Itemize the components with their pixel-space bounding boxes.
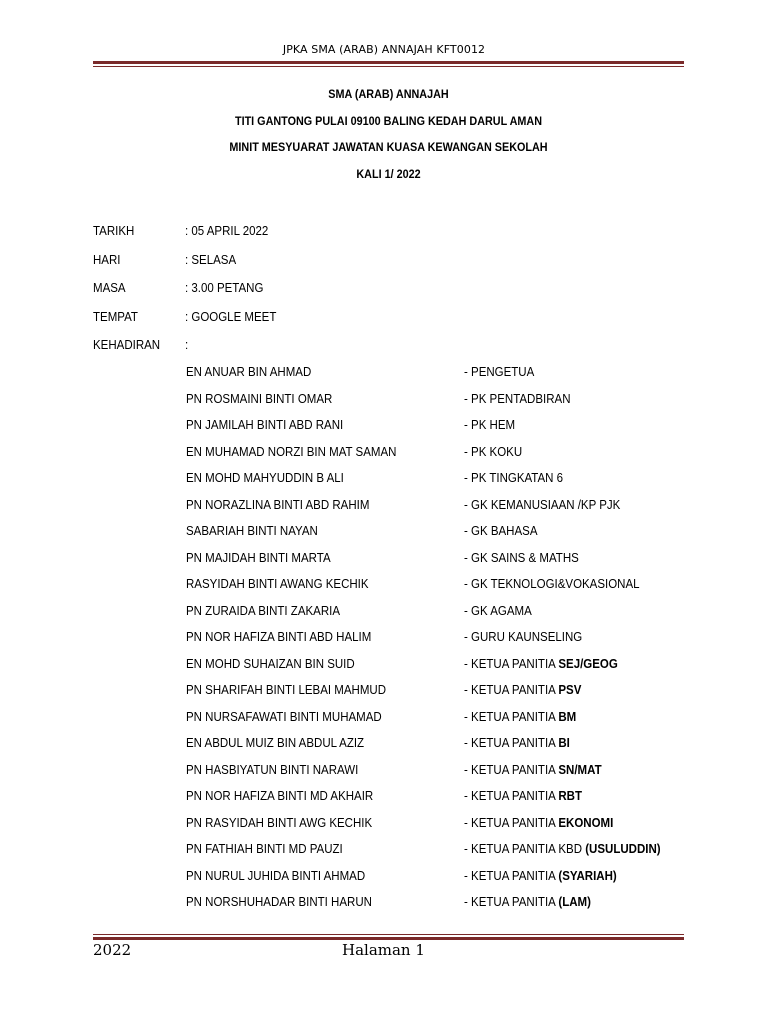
attendee-role-subject: BM [558, 709, 577, 724]
meta-value: : 05 APRIL 2022 [185, 224, 269, 238]
attendee-name: PN RASYIDAH BINTI AWG KECHIK [186, 815, 373, 830]
meta-key: MASA [93, 281, 126, 296]
attendee-row [186, 444, 686, 471]
meta-row-place [93, 309, 684, 338]
attendee-role [464, 682, 581, 699]
attendee-row [186, 364, 686, 391]
attendee-role-text: - KETUA PANITIA [464, 683, 559, 697]
attendee-role-subject: RBT [558, 789, 583, 803]
attendee-role [464, 391, 571, 408]
attendee-role [464, 656, 618, 673]
attendee-row [186, 550, 686, 577]
attendee-row [186, 656, 686, 683]
attendee-role [464, 497, 620, 514]
attendee-role-text: - KETUA PANITIA [464, 789, 559, 803]
meta-key: KEHADIRAN [93, 338, 161, 353]
attendee-role-text: - KETUA PANITIA [464, 656, 559, 671]
attendee-row [186, 629, 686, 656]
attendee-role [464, 735, 570, 752]
attendee-role-text: - GK KEMANUSIAAN /KP PJK [464, 497, 621, 512]
meeting-number: KALI 1/ 2022 [356, 166, 421, 181]
attendee-role [464, 550, 579, 567]
attendee-role-text: - GK BAHASA [464, 524, 538, 538]
attendee-name: PN MAJIDAH BINTI MARTA [186, 550, 331, 565]
attendee-role-text: - KETUA PANITIA KBD [464, 842, 586, 856]
attendee-name: EN ABDUL MUIZ BIN ABDUL AZIZ [186, 736, 365, 750]
attendee-role-text: - GK SAINS & MATHS [464, 550, 579, 565]
attendee-role-text: - KETUA PANITIA [464, 868, 559, 883]
attendee-row [186, 735, 686, 762]
attendee-name: PN NOR HAFIZA BINTI ABD HALIM [186, 630, 372, 644]
footer-divider [93, 934, 684, 940]
attendee-name: SABARIAH BINTI NAYAN [186, 524, 318, 538]
attendee-row [186, 709, 686, 736]
attendee-row [186, 868, 686, 895]
attendee-role-subject: SN/MAT [558, 762, 602, 777]
attendee-row [186, 841, 686, 868]
attendee-name: PN NURSAFAWATI BINTI MUHAMAD [186, 709, 382, 724]
attendee-role [464, 868, 617, 885]
attendee-role-text: - PK HEM [464, 418, 516, 432]
attendee-role-text: - PK KOKU [464, 444, 523, 459]
attendee-role-subject: SEJ/GEOG [558, 656, 618, 671]
attendee-row [186, 603, 686, 630]
attendee-role [464, 603, 532, 620]
attendee-name: PN NURUL JUHIDA BINTI AHMAD [186, 868, 366, 883]
attendee-list [186, 364, 686, 921]
attendee-role-text: - GK AGAMA [464, 603, 532, 618]
attendee-role [464, 894, 591, 911]
attendee-role-subject: (USULUDDIN) [585, 842, 661, 856]
meta-row-date [93, 223, 684, 252]
attendee-row [186, 417, 686, 444]
attendee-name: PN SHARIFAH BINTI LEBAI MAHMUD [186, 683, 387, 697]
attendee-role-text: - KETUA PANITIA [464, 736, 559, 750]
attendee-row [186, 894, 686, 921]
attendee-name: EN ANUAR BIN AHMAD [186, 365, 312, 379]
meta-value: : 3.00 PETANG [185, 281, 264, 296]
meta-value: : GOOGLE MEET [185, 309, 277, 324]
attendee-role [464, 841, 661, 858]
attendee-role-subject: PSV [558, 683, 582, 697]
attendee-role [464, 523, 537, 540]
attendee-name: RASYIDAH BINTI AWANG KECHIK [186, 577, 369, 591]
attendee-row [186, 682, 686, 709]
attendee-role-text: - GK TEKNOLOGI&VOKASIONAL [464, 577, 640, 591]
attendee-role [464, 762, 602, 779]
attendee-role-text: - KETUA PANITIA [464, 815, 559, 830]
attendee-name: PN FATHIAH BINTI MD PAUZI [186, 842, 343, 856]
meeting-details [93, 223, 684, 366]
page-number: Halaman 1 [342, 941, 425, 959]
attendee-name: PN ROSMAINI BINTI OMAR [186, 391, 333, 406]
attendee-row [186, 762, 686, 789]
meta-row-attendance [93, 337, 684, 366]
attendee-role-subject: BI [558, 736, 570, 750]
attendee-role-subject: (LAM) [558, 895, 591, 909]
document-title [123, 86, 655, 192]
meta-row-time [93, 280, 684, 309]
attendee-row [186, 815, 686, 842]
attendee-name: PN NOR HAFIZA BINTI MD AKHAIR [186, 789, 374, 803]
attendee-role-text: - PENGETUA [464, 365, 535, 379]
meta-value: : SELASA [185, 252, 237, 267]
attendee-role [464, 364, 534, 381]
attendee-role [464, 709, 576, 726]
meta-row-day [93, 252, 684, 281]
attendee-name: PN NORSHUHADAR BINTI HARUN [186, 895, 372, 909]
attendee-role [464, 815, 613, 832]
attendee-row [186, 576, 686, 603]
footer-year: 2022 [93, 941, 132, 959]
meta-key: HARI [93, 252, 121, 267]
attendee-row [186, 497, 686, 524]
school-name: SMA (ARAB) ANNAJAH [328, 87, 449, 101]
attendee-role-text: - KETUA PANITIA [464, 762, 559, 777]
attendee-role [464, 444, 522, 461]
attendee-role-subject: EKONOMI [558, 815, 614, 830]
attendee-name: PN NORAZLINA BINTI ABD RAHIM [186, 497, 370, 512]
attendee-name: EN MOHD SUHAIZAN BIN SUID [186, 656, 355, 671]
page-header: JPKA SMA (ARAB) ANNAJAH KFT0012 [282, 43, 486, 56]
attendee-role [464, 470, 563, 487]
attendee-role-subject: (SYARIAH) [558, 868, 617, 883]
meta-key: TEMPAT [93, 309, 138, 324]
attendee-name: EN MUHAMAD NORZI BIN MAT SAMAN [186, 444, 397, 459]
attendee-row [186, 470, 686, 497]
attendee-row [186, 391, 686, 418]
attendee-role-text: - KETUA PANITIA [464, 709, 559, 724]
attendee-role-text: - PK TINGKATAN 6 [464, 471, 564, 485]
attendee-role [464, 417, 515, 434]
attendee-row [186, 523, 686, 550]
attendee-role-text: - KETUA PANITIA [464, 895, 559, 909]
school-address: TITI GANTONG PULAI 09100 BALING KEDAH DARUL AMAN [234, 113, 543, 128]
meta-key: TARIKH [93, 224, 135, 238]
attendee-role [464, 788, 582, 805]
attendee-name: PN JAMILAH BINTI ABD RANI [186, 418, 344, 432]
attendee-role-text: - GURU KAUNSELING [464, 630, 583, 644]
attendee-role-text: - PK PENTADBIRAN [464, 391, 571, 406]
attendee-role [464, 576, 640, 593]
attendee-role [464, 629, 582, 646]
header-divider [93, 61, 684, 67]
meta-value: : [185, 338, 189, 353]
attendee-name: EN MOHD MAHYUDDIN B ALI [186, 471, 344, 485]
attendee-name: PN ZURAIDA BINTI ZAKARIA [186, 603, 340, 618]
meeting-title: MINIT MESYUARAT JAWATAN KUASA KEWANGAN SEKOLAH [229, 140, 548, 154]
attendee-name: PN HASBIYATUN BINTI NARAWI [186, 762, 359, 777]
attendee-row [186, 788, 686, 815]
